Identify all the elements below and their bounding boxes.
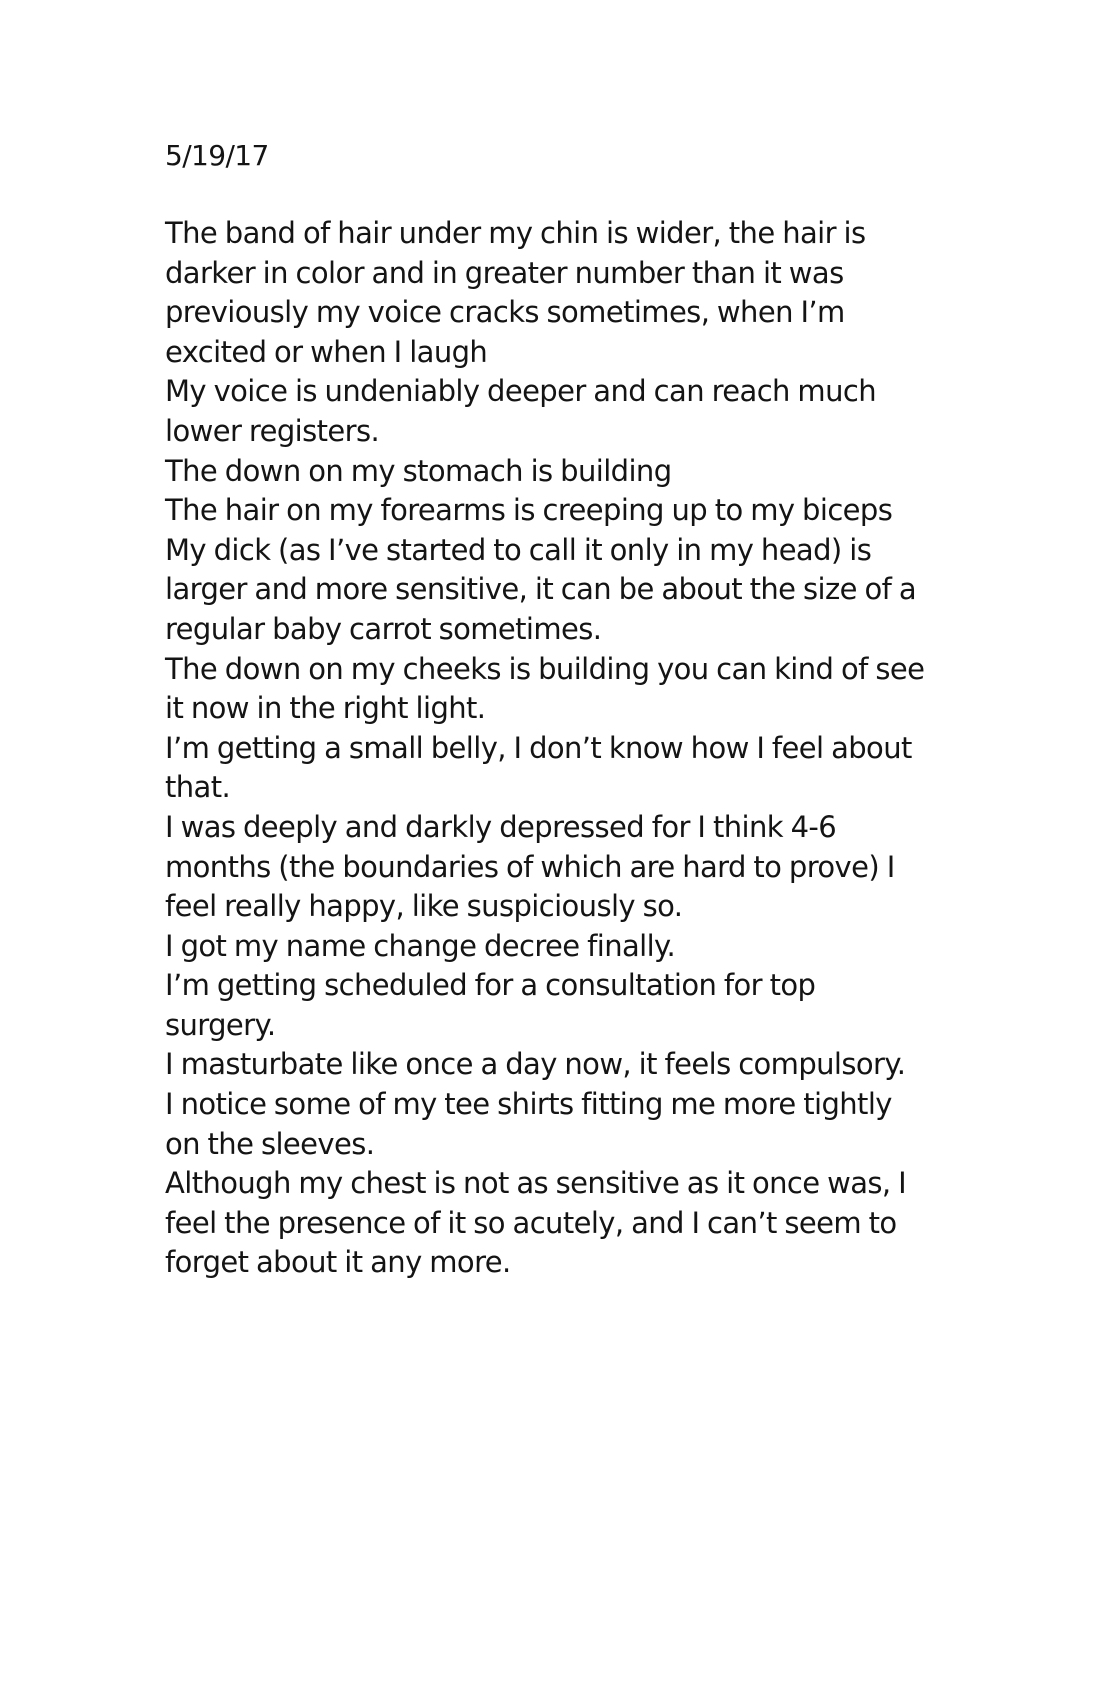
text-line: excited or when I laugh: [165, 334, 488, 369]
entry-body: [165, 214, 945, 1283]
text-line: My dick (as I’ve started to call it only in my head) is: [165, 532, 872, 567]
text-line: The band of hair under my chin is wider, the hair is: [165, 216, 866, 250]
text-line: it now in the right light.: [165, 691, 486, 726]
text-line: The down on my cheeks is building you can kind of see: [165, 651, 925, 686]
text-line: months (the boundaries of which are hard to prove) I: [165, 849, 895, 884]
text-line: surgery.: [165, 1007, 276, 1042]
text-line: I was deeply and darkly depressed for I think 4-6: [165, 809, 837, 844]
text-line: darker in color and in greater number than it was: [165, 255, 844, 290]
text-line: I got my name change decree finally.: [165, 928, 676, 963]
text-line: The hair on my forearms is creeping up to my biceps: [165, 493, 893, 528]
text-line: lower registers.: [165, 413, 380, 448]
text-line: that.: [165, 770, 231, 805]
text-line: I masturbate like once a day now, it feels compulsory.: [165, 1047, 906, 1082]
text-line: previously my voice cracks sometimes, when I’m: [165, 295, 845, 330]
text-line: My voice is undeniably deeper and can reach much: [165, 374, 876, 409]
text-line: Although my chest is not as sensitive as it once was, I: [165, 1166, 907, 1201]
journal-entry: [165, 136, 945, 1283]
entry-date: 5/19/17: [165, 139, 269, 172]
text-line: forget about it any more.: [165, 1245, 511, 1280]
text-line: I’m getting a small belly, I don’t know how I feel about: [165, 730, 912, 765]
text-line: larger and more sensitive, it can be about the size of a: [165, 572, 917, 607]
text-line: I’m getting scheduled for a consultation for top: [165, 968, 816, 1003]
text-line: feel really happy, like suspiciously so.: [165, 889, 683, 924]
text-line: The down on my stomach is building: [165, 453, 672, 488]
text-line: feel the presence of it so acutely, and I can’t seem to: [165, 1205, 897, 1240]
text-line: I notice some of my tee shirts fitting me more tightly: [165, 1087, 892, 1122]
text-line: regular baby carrot sometimes.: [165, 611, 602, 646]
text-line: on the sleeves.: [165, 1126, 375, 1161]
